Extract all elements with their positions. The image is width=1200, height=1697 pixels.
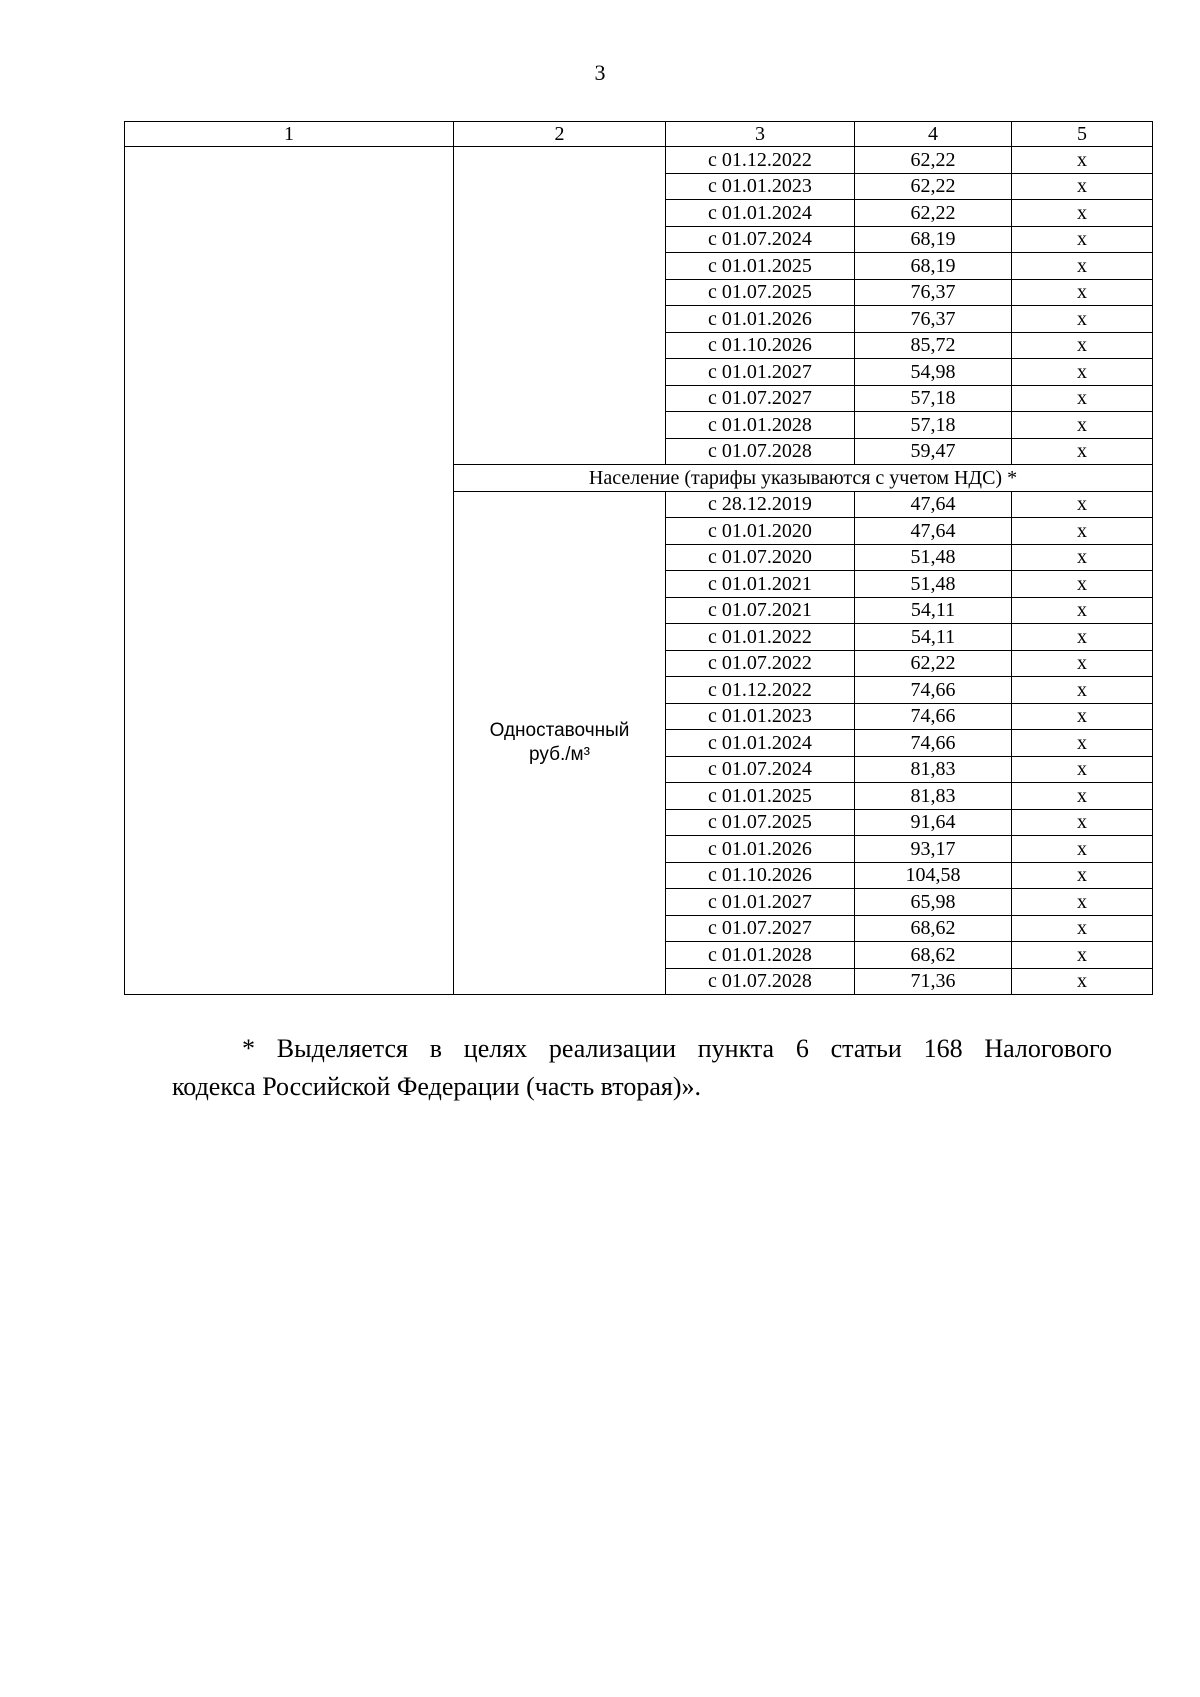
mark-cell: х xyxy=(1012,359,1153,386)
mark-cell: х xyxy=(1012,730,1153,757)
value-cell: 62,22 xyxy=(855,173,1012,200)
mark-cell: х xyxy=(1012,385,1153,412)
value-cell: 76,37 xyxy=(855,306,1012,333)
header-col-5: 5 xyxy=(1012,122,1153,147)
date-cell: с 01.07.2021 xyxy=(666,597,855,624)
mark-cell: х xyxy=(1012,226,1153,253)
footnote-line-2: кодекса Российской Федерации (часть вторая)». xyxy=(172,1072,701,1101)
header-row xyxy=(125,122,1153,147)
page-number: 3 xyxy=(594,60,606,85)
mark-cell: х xyxy=(1012,544,1153,571)
value-cell: 51,48 xyxy=(855,544,1012,571)
mark-cell: х xyxy=(1012,491,1153,518)
date-cell: с 01.07.2027 xyxy=(666,385,855,412)
col-1-merged-cell xyxy=(125,147,454,995)
date-cell: с 01.07.2028 xyxy=(666,968,855,995)
value-cell: 71,36 xyxy=(855,968,1012,995)
value-cell: 47,64 xyxy=(855,518,1012,545)
date-cell: с 01.01.2027 xyxy=(666,889,855,916)
mark-cell: х xyxy=(1012,836,1153,863)
mark-cell: х xyxy=(1012,253,1153,280)
mark-cell: х xyxy=(1012,650,1153,677)
date-cell: с 01.01.2023 xyxy=(666,173,855,200)
mark-cell: х xyxy=(1012,968,1153,995)
date-cell: с 01.01.2026 xyxy=(666,836,855,863)
value-cell: 62,22 xyxy=(855,650,1012,677)
date-cell: с 01.10.2026 xyxy=(666,862,855,889)
date-cell: с 01.01.2028 xyxy=(666,942,855,969)
value-cell: 74,66 xyxy=(855,730,1012,757)
mark-cell: х xyxy=(1012,279,1153,306)
date-cell: с 01.01.2020 xyxy=(666,518,855,545)
value-cell: 91,64 xyxy=(855,809,1012,836)
date-cell: с 01.01.2022 xyxy=(666,624,855,651)
mark-cell: х xyxy=(1012,624,1153,651)
mark-cell: х xyxy=(1012,438,1153,465)
mark-cell: х xyxy=(1012,597,1153,624)
population-header: Население (тарифы указываются с учетом НДС) * xyxy=(454,465,1153,492)
date-cell: с 01.07.2024 xyxy=(666,756,855,783)
header-col-4: 4 xyxy=(855,122,1012,147)
mark-cell: х xyxy=(1012,809,1153,836)
value-cell: 62,22 xyxy=(855,200,1012,227)
mark-cell: х xyxy=(1012,862,1153,889)
mark-cell: х xyxy=(1012,412,1153,439)
mark-cell: х xyxy=(1012,942,1153,969)
value-cell: 65,98 xyxy=(855,889,1012,916)
rate-unit-label: руб./м³ xyxy=(529,743,590,765)
rate-type-cell xyxy=(454,491,666,995)
value-cell: 74,66 xyxy=(855,677,1012,704)
date-cell: с 01.07.2024 xyxy=(666,226,855,253)
value-cell: 81,83 xyxy=(855,756,1012,783)
value-cell: 68,19 xyxy=(855,253,1012,280)
mark-cell: х xyxy=(1012,147,1153,174)
value-cell: 51,48 xyxy=(855,571,1012,598)
mark-cell: х xyxy=(1012,889,1153,916)
mark-cell: х xyxy=(1012,306,1153,333)
date-cell: с 28.12.2019 xyxy=(666,491,855,518)
mark-cell: х xyxy=(1012,332,1153,359)
tariff-table xyxy=(124,121,1153,995)
mark-cell: х xyxy=(1012,518,1153,545)
mark-cell: х xyxy=(1012,571,1153,598)
mark-cell: х xyxy=(1012,677,1153,704)
mark-cell: х xyxy=(1012,703,1153,730)
value-cell: 62,22 xyxy=(855,147,1012,174)
value-cell: 54,11 xyxy=(855,597,1012,624)
date-cell: с 01.07.2020 xyxy=(666,544,855,571)
table-body xyxy=(125,147,1153,995)
date-cell: с 01.12.2022 xyxy=(666,677,855,704)
mark-cell: х xyxy=(1012,756,1153,783)
date-cell: с 01.07.2025 xyxy=(666,279,855,306)
date-cell: с 01.01.2025 xyxy=(666,783,855,810)
date-cell: с 01.10.2026 xyxy=(666,332,855,359)
header-col-3: 3 xyxy=(666,122,855,147)
footnote xyxy=(172,1030,1112,1106)
date-cell: с 01.07.2027 xyxy=(666,915,855,942)
table-row xyxy=(125,147,1153,174)
value-cell: 81,83 xyxy=(855,783,1012,810)
value-cell: 68,62 xyxy=(855,915,1012,942)
value-cell: 54,98 xyxy=(855,359,1012,386)
footnote-line-1: * Выделяется в целях реализации пункта 6 статьи 168 Налогового xyxy=(242,1034,1112,1063)
mark-cell: х xyxy=(1012,173,1153,200)
date-cell: с 01.01.2025 xyxy=(666,253,855,280)
col-2-upper-merged-cell xyxy=(454,147,666,465)
date-cell: с 01.01.2024 xyxy=(666,200,855,227)
value-cell: 93,17 xyxy=(855,836,1012,863)
value-cell: 54,11 xyxy=(855,624,1012,651)
date-cell: с 01.01.2026 xyxy=(666,306,855,333)
header-col-1: 1 xyxy=(125,122,454,147)
value-cell: 59,47 xyxy=(855,438,1012,465)
mark-cell: х xyxy=(1012,915,1153,942)
value-cell: 57,18 xyxy=(855,412,1012,439)
date-cell: с 01.12.2022 xyxy=(666,147,855,174)
date-cell: с 01.01.2024 xyxy=(666,730,855,757)
value-cell: 57,18 xyxy=(855,385,1012,412)
mark-cell: х xyxy=(1012,200,1153,227)
mark-cell: х xyxy=(1012,783,1153,810)
rate-type-label: Одноставочный xyxy=(489,719,630,741)
date-cell: с 01.01.2027 xyxy=(666,359,855,386)
date-cell: с 01.07.2025 xyxy=(666,809,855,836)
value-cell: 68,19 xyxy=(855,226,1012,253)
date-cell: с 01.01.2023 xyxy=(666,703,855,730)
date-cell: с 01.07.2028 xyxy=(666,438,855,465)
date-cell: с 01.07.2022 xyxy=(666,650,855,677)
value-cell: 74,66 xyxy=(855,703,1012,730)
value-cell: 104,58 xyxy=(855,862,1012,889)
value-cell: 76,37 xyxy=(855,279,1012,306)
header-col-2: 2 xyxy=(454,122,666,147)
date-cell: с 01.01.2021 xyxy=(666,571,855,598)
value-cell: 85,72 xyxy=(855,332,1012,359)
value-cell: 68,62 xyxy=(855,942,1012,969)
value-cell: 47,64 xyxy=(855,491,1012,518)
date-cell: с 01.01.2028 xyxy=(666,412,855,439)
